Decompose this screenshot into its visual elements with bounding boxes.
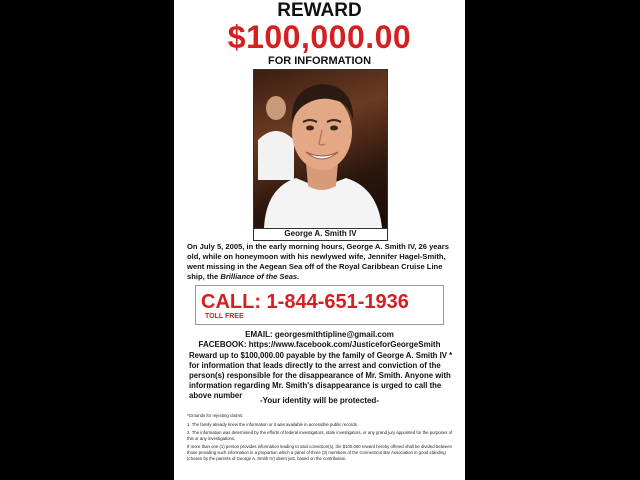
reward-amount: $100,000.00 [227,19,412,55]
phone-number[interactable]: CALL: 1-844-651-1936 [201,291,409,313]
reward-poster [174,0,465,480]
missing-person-photo [253,69,388,229]
incident-description [187,242,455,282]
reward-terms: Reward up to $100,000.00 payable by the family of George A. Smith IV * for information that leads directly to the arrest and conviction of the person(s) responsible for the disappearance of Mr. Smith. Anyone with information regarding Mr. Smith's disappearance is urged to call the above number [189,351,453,400]
incident-description-text: On July 5, 2005, in the early morning hours, George A. Smith IV, 26 years old, while on honeymoon with his newlywed wife, Jennifer Hagel-Smith, went missing in the Aegean Sea off of the Royal Caribbean Cruise Line ship, the [187,242,449,281]
fine-print-item: If more than one (1) person provides information leading to said conviction(s), the $100,000 reward hereby offered shall be divided between those providing such information in a proportion which a panel of three (3) members of the Connecticut Bar Association in good standing (chosen by the parents of George A. Smith IV) deem just, based on the contribution. [187,444,453,461]
photo-caption: George A. Smith IV [253,228,388,241]
poster-subheading: FOR INFORMATION [267,55,372,67]
ship-name: Brilliance of the Seas. [220,272,300,281]
toll-free-label: TOLL FREE [205,313,244,320]
fine-print-item: 1. The family already knew the information or it was available in accessible public records. [187,421,358,427]
call-box [195,285,444,325]
poster-heading: REWARD [277,0,362,21]
portrait-illustration [254,70,387,228]
fine-print [187,413,455,464]
email-contact[interactable]: EMAIL: georgesmithtipline@gmail.com [245,330,394,339]
identity-notice: -Your identity will be protected- [260,396,379,405]
facebook-contact[interactable]: FACEBOOK: https://www.facebook.com/JusticeforGeorgeSmith [198,340,441,349]
fine-print-heading: *Grounds for rejecting claims: [187,413,244,418]
fine-print-item: 2. The information was determined by the efforts of federal investigators, state investigators, or any grand jury appointed for the purposes of this or any investigations. [187,430,453,441]
